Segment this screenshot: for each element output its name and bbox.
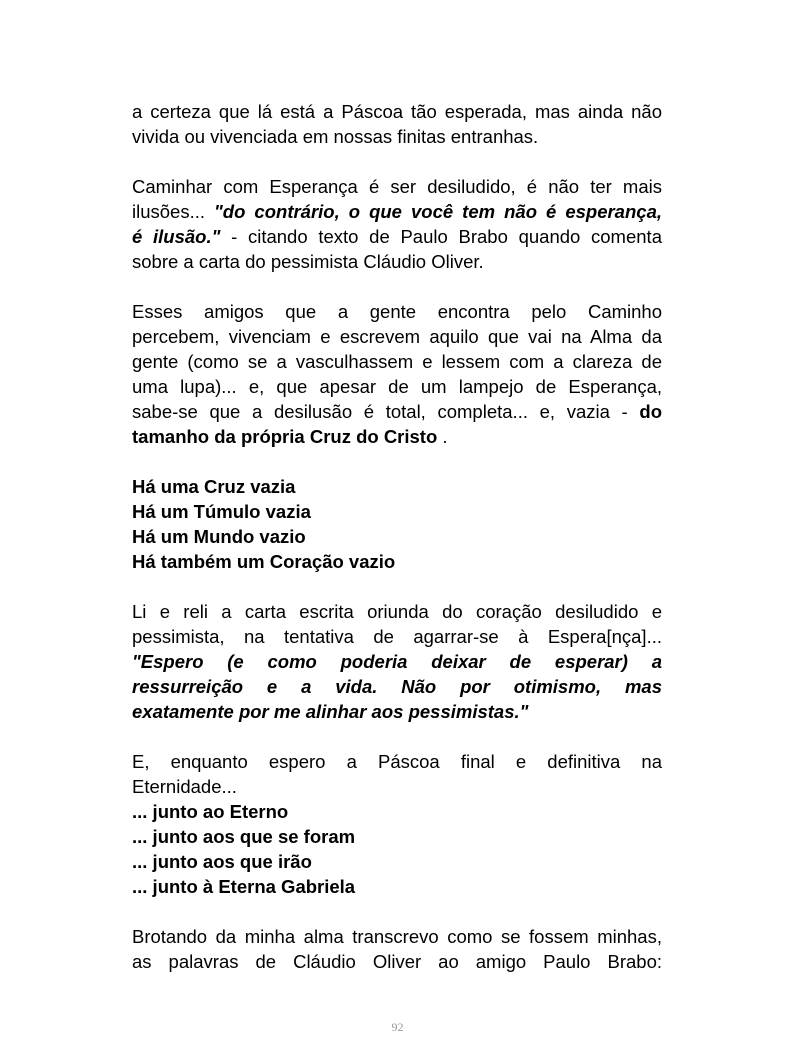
text-line: percebem, vivenciam e escrevem aquilo que vai na Alma da	[132, 326, 662, 347]
bold-text: do	[639, 401, 662, 422]
text-line	[132, 224, 662, 249]
text-line: a certeza que lá está a Páscoa tão esperada, mas ainda não	[132, 101, 662, 122]
quote-text: "Espero (e como poderia deixar de esperar) a	[132, 651, 662, 672]
text-run: .	[437, 426, 448, 447]
page-number: 92	[391, 1020, 404, 1034]
paragraph-2	[132, 174, 662, 274]
paragraph-3	[132, 299, 662, 449]
text-line	[132, 199, 662, 224]
quote-text: ressurreição e a vida. Não por otimismo, mas	[132, 676, 662, 697]
text-run: ilusões...	[132, 201, 215, 222]
text-line: pessimista, na tentativa de agarrar-se à Espera[nça]...	[132, 626, 662, 647]
paragraph-6	[132, 749, 662, 899]
text-line: Li e reli a carta escrita oriunda do coração desiludido e	[132, 601, 662, 622]
text-line: Esses amigos que a gente encontra pelo Caminho	[132, 301, 662, 322]
text-line: E, enquanto espero a Páscoa final e definitiva na	[132, 751, 662, 772]
bold-text: ... junto aos que irão	[132, 851, 312, 872]
text-line: Há também um Coração vazio	[132, 551, 396, 572]
text-line: sobre a carta do pessimista Cláudio Oliver.	[132, 251, 484, 272]
bold-text: ... junto à Eterna Gabriela	[132, 876, 356, 897]
quote-text: "do contrário, o que você tem não é esperança,	[214, 201, 662, 222]
text-line: Caminhar com Esperança é ser desiludido, é não ter mais	[132, 176, 662, 197]
text-line: Há um Mundo vazio	[132, 526, 306, 547]
text-run: - citando texto de Paulo Brabo quando comenta	[220, 226, 662, 247]
text-line: uma lupa)... e, que apesar de um lampejo de Esperança,	[132, 376, 662, 397]
text-line	[132, 399, 662, 424]
text-run: sabe-se que a desilusão é total, completa... e, vazia -	[132, 401, 640, 422]
text-line	[132, 424, 662, 449]
text-line: vivida ou vivenciada em nossas finitas entranhas.	[132, 126, 539, 147]
text-line: gente (como se a vasculhassem e lessem com a clareza de	[132, 351, 662, 372]
quote-text: é ilusão."	[132, 226, 221, 247]
text-line: as palavras de Cláudio Oliver ao amigo Paulo Brabo:	[132, 951, 662, 972]
paragraph-1	[132, 99, 662, 149]
paragraph-4	[132, 474, 662, 574]
text-line: Brotando da minha alma transcrevo como se fossem minhas,	[132, 926, 662, 947]
text-line: Eternidade...	[132, 776, 237, 797]
text-line: Há uma Cruz vazia	[132, 476, 296, 497]
quote-text: exatamente por me alinhar aos pessimistas."	[132, 701, 529, 722]
bold-text: ... junto ao Eterno	[132, 801, 289, 822]
paragraph-7	[132, 924, 662, 974]
document-body	[132, 99, 662, 999]
bold-text: ... junto aos que se foram	[132, 826, 356, 847]
paragraph-5	[132, 599, 662, 724]
bold-text: tamanho da própria Cruz do Cristo	[132, 426, 438, 447]
text-line: Há um Túmulo vazia	[132, 501, 311, 522]
